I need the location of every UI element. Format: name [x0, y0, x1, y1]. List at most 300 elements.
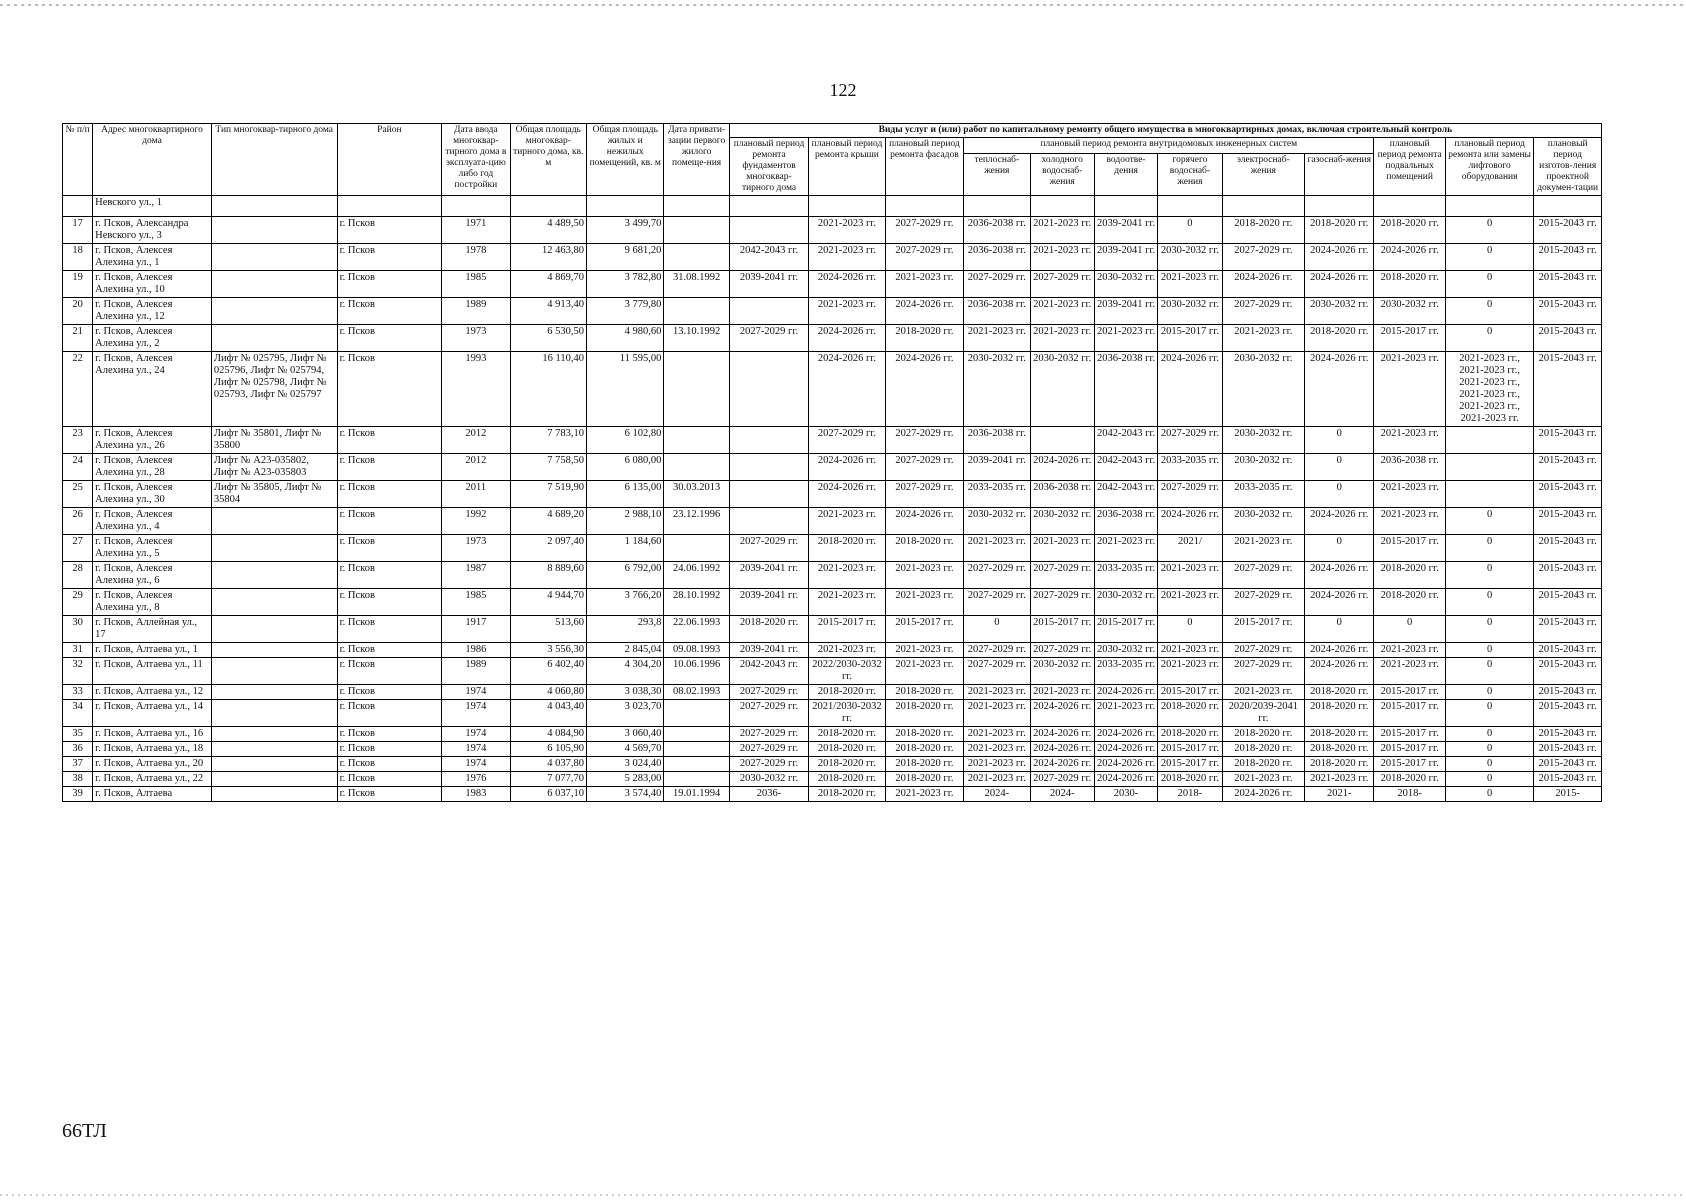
row-cold-water: 2021-2023 гг. [1030, 244, 1094, 271]
row-year: 1971 [442, 217, 510, 244]
row-gas: 2018-2020 гг. [1305, 325, 1374, 352]
row-heat: 2021-2023 гг. [964, 727, 1030, 742]
row-year: 1993 [442, 352, 510, 427]
header-num: № п/п [63, 124, 93, 196]
table-row [63, 217, 1602, 244]
row-total-area: 4 913,40 [510, 298, 586, 325]
row-address: г. Псков, Алексея Алехина ул., 10 [93, 271, 212, 298]
row-number: 17 [63, 217, 93, 244]
row-year: 1985 [442, 271, 510, 298]
row-design: 2015-2043 гг. [1534, 757, 1602, 772]
row-elevator: 0 [1445, 757, 1534, 772]
row-sewer: 2024-2026 гг. [1094, 757, 1157, 772]
row-electric: 2030-2032 гг. [1222, 427, 1304, 454]
row-roof: 2021-2023 гг. [809, 244, 885, 271]
row-roof: 2021-2023 гг. [809, 217, 885, 244]
row-hot-water: 2024-2026 гг. [1158, 352, 1222, 427]
row-type [211, 616, 337, 643]
row-living-area: 2 988,10 [586, 508, 663, 535]
row-design [1534, 196, 1602, 217]
table-row [63, 562, 1602, 589]
row-facade [885, 196, 963, 217]
row-basement: 0 [1374, 616, 1445, 643]
row-sewer: 2030- [1094, 787, 1157, 802]
row-address: г. Псков, Алексея Алехина ул., 26 [93, 427, 212, 454]
row-roof: 2018-2020 гг. [809, 685, 885, 700]
row-design: 2015-2043 гг. [1534, 772, 1602, 787]
row-basement: 2021-2023 гг. [1374, 481, 1445, 508]
row-cold-water: 2024- [1030, 787, 1094, 802]
row-sewer: 2030-2032 гг. [1094, 271, 1157, 298]
table-row [63, 616, 1602, 643]
row-living-area [586, 196, 663, 217]
row-district: г. Псков [337, 589, 442, 616]
row-total-area: 513,60 [510, 616, 586, 643]
row-basement: 2018-2020 гг. [1374, 589, 1445, 616]
header-heat: теплоснаб-жения [964, 154, 1030, 196]
row-basement: 2021-2023 гг. [1374, 643, 1445, 658]
row-roof: 2021-2023 гг. [809, 562, 885, 589]
row-hot-water: 2015-2017 гг. [1158, 685, 1222, 700]
row-number: 35 [63, 727, 93, 742]
row-basement: 2018-2020 гг. [1374, 562, 1445, 589]
row-facade: 2018-2020 гг. [885, 757, 963, 772]
row-facade: 2018-2020 гг. [885, 772, 963, 787]
row-elevator: 0 [1445, 727, 1534, 742]
header-facade: плановый период ремонта фасадов [885, 138, 963, 196]
row-sewer: 2024-2026 гг. [1094, 685, 1157, 700]
row-living-area: 2 845,04 [586, 643, 663, 658]
row-elevator: 0 [1445, 508, 1534, 535]
table-row [63, 508, 1602, 535]
row-heat: 2027-2029 гг. [964, 562, 1030, 589]
row-type [211, 700, 337, 727]
row-design: 2015-2043 гг. [1534, 454, 1602, 481]
row-sewer: 2030-2032 гг. [1094, 589, 1157, 616]
row-facade: 2015-2017 гг. [885, 616, 963, 643]
row-address: г. Псков, Алексея Алехина ул., 30 [93, 481, 212, 508]
row-sewer: 2042-2043 гг. [1094, 427, 1157, 454]
row-total-area: 4 489,50 [510, 217, 586, 244]
row-hot-water: 2021-2023 гг. [1158, 562, 1222, 589]
row-cold-water: 2030-2032 гг. [1030, 508, 1094, 535]
row-foundation: 2018-2020 гг. [729, 616, 808, 643]
row-cold-water [1030, 196, 1094, 217]
row-year: 1974 [442, 727, 510, 742]
table-row [63, 589, 1602, 616]
row-sewer: 2039-2041 гг. [1094, 217, 1157, 244]
row-year: 2011 [442, 481, 510, 508]
row-privatization [664, 727, 729, 742]
header-design: плановый период изготов-ления проектной докумен-тации [1534, 138, 1602, 196]
row-design: 2015-2043 гг. [1534, 742, 1602, 757]
row-living-area: 1 184,60 [586, 535, 663, 562]
row-total-area: 7 519,90 [510, 481, 586, 508]
row-basement: 2015-2017 гг. [1374, 685, 1445, 700]
row-number: 37 [63, 757, 93, 772]
row-gas [1305, 196, 1374, 217]
table-row [63, 742, 1602, 757]
row-gas: 2018-2020 гг. [1305, 685, 1374, 700]
row-district: г. Псков [337, 658, 442, 685]
row-facade: 2024-2026 гг. [885, 508, 963, 535]
row-design: 2015-2043 гг. [1534, 325, 1602, 352]
row-year: 1973 [442, 325, 510, 352]
row-heat: 2024- [964, 787, 1030, 802]
table-row [63, 271, 1602, 298]
row-basement: 2021-2023 гг. [1374, 427, 1445, 454]
row-number: 31 [63, 643, 93, 658]
row-basement: 2030-2032 гг. [1374, 298, 1445, 325]
row-total-area: 4 944,70 [510, 589, 586, 616]
row-basement: 2021-2023 гг. [1374, 352, 1445, 427]
row-gas: 0 [1305, 481, 1374, 508]
row-living-area: 293,8 [586, 616, 663, 643]
row-electric: 2020/2039-2041 гг. [1222, 700, 1304, 727]
row-privatization: 13.10.1992 [664, 325, 729, 352]
row-electric: 2027-2029 гг. [1222, 643, 1304, 658]
row-foundation [729, 352, 808, 427]
row-heat: 2021-2023 гг. [964, 685, 1030, 700]
row-year: 1973 [442, 535, 510, 562]
header-electric: электроснаб-жения [1222, 154, 1304, 196]
table-row [63, 727, 1602, 742]
row-facade: 2027-2029 гг. [885, 427, 963, 454]
row-living-area: 3 060,40 [586, 727, 663, 742]
row-basement: 2036-2038 гг. [1374, 454, 1445, 481]
row-gas: 2024-2026 гг. [1305, 562, 1374, 589]
row-type [211, 685, 337, 700]
row-heat: 2030-2032 гг. [964, 352, 1030, 427]
row-total-area: 6 402,40 [510, 658, 586, 685]
header-privatization: Дата привати-зации первого жилого помеще-ния [664, 124, 729, 196]
row-number: 18 [63, 244, 93, 271]
table-row [63, 196, 1602, 217]
header-hot-water: горячего водоснаб-жения [1158, 154, 1222, 196]
row-basement: 2021-2023 гг. [1374, 508, 1445, 535]
row-gas: 0 [1305, 535, 1374, 562]
row-district: г. Псков [337, 481, 442, 508]
header-address: Адрес многоквартирного дома [93, 124, 212, 196]
row-total-area: 3 556,30 [510, 643, 586, 658]
row-total-area: 6 530,50 [510, 325, 586, 352]
row-gas: 0 [1305, 427, 1374, 454]
table-row [63, 298, 1602, 325]
row-type [211, 535, 337, 562]
row-gas: 0 [1305, 616, 1374, 643]
table-row [63, 352, 1602, 427]
table-row [63, 325, 1602, 352]
row-privatization: 31.08.1992 [664, 271, 729, 298]
row-type: Лифт № 35805, Лифт № 35804 [211, 481, 337, 508]
row-sewer: 2042-2043 гг. [1094, 454, 1157, 481]
row-cold-water: 2015-2017 гг. [1030, 616, 1094, 643]
header-works-super: Виды услуг и (или) работ по капитальному ремонту общего имущества в многоквартирных домах, включая строительный контроль [729, 124, 1601, 138]
row-basement: 2018-2020 гг. [1374, 772, 1445, 787]
row-hot-water: 2021-2023 гг. [1158, 643, 1222, 658]
row-cold-water: 2024-2026 гг. [1030, 727, 1094, 742]
row-roof: 2024-2026 гг. [809, 352, 885, 427]
row-hot-water: 0 [1158, 616, 1222, 643]
table-row [63, 481, 1602, 508]
row-address: г. Псков, Александра Невского ул., 3 [93, 217, 212, 244]
row-number: 39 [63, 787, 93, 802]
row-type [211, 589, 337, 616]
row-privatization [664, 244, 729, 271]
row-living-area: 11 595,00 [586, 352, 663, 427]
row-gas: 2030-2032 гг. [1305, 298, 1374, 325]
row-foundation: 2042-2043 гг. [729, 658, 808, 685]
header-type: Тип многоквар-тирного дома [211, 124, 337, 196]
row-total-area: 7 783,10 [510, 427, 586, 454]
row-address: г. Псков, Алексея Алехина ул., 24 [93, 352, 212, 427]
row-living-area: 3 574,40 [586, 787, 663, 802]
row-basement: 2015-2017 гг. [1374, 325, 1445, 352]
row-privatization: 10.06.1996 [664, 658, 729, 685]
row-type [211, 562, 337, 589]
row-facade: 2024-2026 гг. [885, 298, 963, 325]
row-privatization [664, 772, 729, 787]
row-foundation: 2039-2041 гг. [729, 643, 808, 658]
row-elevator: 0 [1445, 643, 1534, 658]
header-district: Район [337, 124, 442, 196]
row-address: г. Псков, Алтаева ул., 11 [93, 658, 212, 685]
row-district: г. Псков [337, 217, 442, 244]
row-privatization: 23.12.1996 [664, 508, 729, 535]
row-address: г. Псков, Алексея Алехина ул., 12 [93, 298, 212, 325]
row-hot-water: 2018-2020 гг. [1158, 727, 1222, 742]
row-district: г. Псков [337, 742, 442, 757]
row-number: 33 [63, 685, 93, 700]
row-basement: 2015-2017 гг. [1374, 535, 1445, 562]
row-cold-water: 2027-2029 гг. [1030, 772, 1094, 787]
row-sewer: 2021-2023 гг. [1094, 325, 1157, 352]
row-district: г. Псков [337, 616, 442, 643]
row-living-area: 6 135,00 [586, 481, 663, 508]
row-cold-water: 2021-2023 гг. [1030, 298, 1094, 325]
row-number: 32 [63, 658, 93, 685]
header-cold-water: холодного водоснаб-жения [1030, 154, 1094, 196]
row-total-area: 4 043,40 [510, 700, 586, 727]
row-hot-water [1158, 196, 1222, 217]
row-electric: 2021-2023 гг. [1222, 685, 1304, 700]
header-living-area: Общая площадь жилых и нежилых помещений, кв. м [586, 124, 663, 196]
row-type [211, 217, 337, 244]
row-year: 1974 [442, 742, 510, 757]
row-foundation: 2027-2029 гг. [729, 700, 808, 727]
row-district: г. Псков [337, 325, 442, 352]
row-type [211, 271, 337, 298]
row-electric: 2027-2029 гг. [1222, 589, 1304, 616]
row-roof: 2018-2020 гг. [809, 727, 885, 742]
row-privatization [664, 454, 729, 481]
row-privatization: 30.03.2013 [664, 481, 729, 508]
row-foundation: 2027-2029 гг. [729, 535, 808, 562]
row-cold-water: 2021-2023 гг. [1030, 217, 1094, 244]
table-row [63, 427, 1602, 454]
row-privatization [664, 196, 729, 217]
row-electric: 2015-2017 гг. [1222, 616, 1304, 643]
row-cold-water: 2027-2029 гг. [1030, 589, 1094, 616]
table-row [63, 454, 1602, 481]
row-sewer: 2036-2038 гг. [1094, 508, 1157, 535]
header-roof: плановый период ремонта крыши [809, 138, 885, 196]
row-address: г. Псков, Алексея Алехина ул., 5 [93, 535, 212, 562]
row-sewer: 2033-2035 гг. [1094, 658, 1157, 685]
row-electric: 2030-2032 гг. [1222, 454, 1304, 481]
row-living-area: 3 766,20 [586, 589, 663, 616]
row-basement: 2024-2026 гг. [1374, 244, 1445, 271]
row-roof: 2027-2029 гг. [809, 427, 885, 454]
row-electric: 2024-2026 гг. [1222, 271, 1304, 298]
row-privatization: 22.06.1993 [664, 616, 729, 643]
row-total-area: 4 037,80 [510, 757, 586, 772]
row-design: 2015-2043 гг. [1534, 658, 1602, 685]
row-facade: 2018-2020 гг. [885, 325, 963, 352]
table-row [63, 772, 1602, 787]
row-sewer: 2033-2035 гг. [1094, 562, 1157, 589]
row-total-area: 12 463,80 [510, 244, 586, 271]
header-systems-super: плановый период ремонта внутридомовых инженерных систем [964, 138, 1374, 154]
row-roof: 2024-2026 гг. [809, 271, 885, 298]
row-foundation: 2027-2029 гг. [729, 757, 808, 772]
row-foundation: 2030-2032 гг. [729, 772, 808, 787]
row-facade: 2027-2029 гг. [885, 454, 963, 481]
row-hot-water: 2021/ [1158, 535, 1222, 562]
row-privatization [664, 352, 729, 427]
row-sewer: 2021-2023 гг. [1094, 535, 1157, 562]
row-sewer [1094, 196, 1157, 217]
table-body [63, 196, 1602, 802]
row-facade: 2027-2029 гг. [885, 217, 963, 244]
row-district: г. Псков [337, 535, 442, 562]
row-privatization: 08.02.1993 [664, 685, 729, 700]
row-heat: 2027-2029 гг. [964, 643, 1030, 658]
row-foundation: 2027-2029 гг. [729, 325, 808, 352]
row-district: г. Псков [337, 352, 442, 427]
row-elevator: 0 [1445, 700, 1534, 727]
row-foundation: 2039-2041 гг. [729, 271, 808, 298]
row-year: 1978 [442, 244, 510, 271]
row-hot-water: 2015-2017 гг. [1158, 757, 1222, 772]
row-foundation [729, 196, 808, 217]
row-privatization [664, 298, 729, 325]
row-roof: 2018-2020 гг. [809, 535, 885, 562]
row-basement [1374, 196, 1445, 217]
row-design: 2015-2043 гг. [1534, 685, 1602, 700]
capital-repair-table-wrapper [62, 123, 1602, 802]
row-foundation [729, 508, 808, 535]
row-elevator: 0 [1445, 787, 1534, 802]
table-row [63, 757, 1602, 772]
row-heat: 2021-2023 гг. [964, 535, 1030, 562]
row-hot-water: 2018-2020 гг. [1158, 700, 1222, 727]
row-hot-water: 0 [1158, 217, 1222, 244]
row-address: г. Псков, Алтаева ул., 22 [93, 772, 212, 787]
row-facade: 2018-2020 гг. [885, 727, 963, 742]
row-roof: 2018-2020 гг. [809, 772, 885, 787]
row-elevator: 0 [1445, 742, 1534, 757]
row-foundation [729, 217, 808, 244]
row-address: Невского ул., 1 [93, 196, 212, 217]
row-number: 28 [63, 562, 93, 589]
row-cold-water: 2036-2038 гг. [1030, 481, 1094, 508]
row-hot-water: 2018- [1158, 787, 1222, 802]
row-year: 1974 [442, 757, 510, 772]
row-electric: 2021-2023 гг. [1222, 325, 1304, 352]
row-basement: 2015-2017 гг. [1374, 727, 1445, 742]
row-living-area: 4 980,60 [586, 325, 663, 352]
row-heat: 2021-2023 гг. [964, 700, 1030, 727]
row-elevator: 0 [1445, 616, 1534, 643]
row-design: 2015-2043 гг. [1534, 352, 1602, 427]
row-total-area: 6 037,10 [510, 787, 586, 802]
row-roof: 2018-2020 гг. [809, 757, 885, 772]
row-design: 2015-2043 гг. [1534, 589, 1602, 616]
row-heat: 2039-2041 гг. [964, 454, 1030, 481]
row-cold-water: 2024-2026 гг. [1030, 700, 1094, 727]
row-address: г. Псков, Алтаева ул., 1 [93, 643, 212, 658]
row-address: г. Псков, Алтаева ул., 16 [93, 727, 212, 742]
header-basement: плановый период ремонта подвальных помещений [1374, 138, 1445, 196]
row-type [211, 643, 337, 658]
row-privatization [664, 757, 729, 772]
row-electric: 2024-2026 гг. [1222, 787, 1304, 802]
row-cold-water: 2030-2032 гг. [1030, 352, 1094, 427]
row-type: Лифт № 025795, Лифт № 025796, Лифт № 025794, Лифт № 025798, Лифт № 025793, Лифт № 025797 [211, 352, 337, 427]
table-row [63, 685, 1602, 700]
row-sewer: 2039-2041 гг. [1094, 244, 1157, 271]
row-roof: 2021-2023 гг. [809, 643, 885, 658]
row-heat: 2027-2029 гг. [964, 271, 1030, 298]
row-gas: 2024-2026 гг. [1305, 589, 1374, 616]
row-address: г. Псков, Алтаева ул., 14 [93, 700, 212, 727]
row-roof: 2021-2023 гг. [809, 589, 885, 616]
row-gas: 2024-2026 гг. [1305, 658, 1374, 685]
row-type [211, 196, 337, 217]
header-foundation: плановый период ремонта фундаментов многоквар-тирного дома [729, 138, 808, 196]
row-type [211, 244, 337, 271]
row-type [211, 757, 337, 772]
row-cold-water: 2030-2032 гг. [1030, 658, 1094, 685]
row-cold-water [1030, 427, 1094, 454]
row-elevator [1445, 454, 1534, 481]
row-foundation [729, 481, 808, 508]
row-sewer: 2021-2023 гг. [1094, 700, 1157, 727]
row-hot-water: 2021-2023 гг. [1158, 271, 1222, 298]
row-district: г. Псков [337, 685, 442, 700]
row-heat [964, 196, 1030, 217]
row-hot-water: 2024-2026 гг. [1158, 508, 1222, 535]
row-district: г. Псков [337, 727, 442, 742]
row-address: г. Псков, Алтаева ул., 18 [93, 742, 212, 757]
row-roof: 2018-2020 гг. [809, 742, 885, 757]
row-design: 2015-2043 гг. [1534, 298, 1602, 325]
row-total-area: 2 097,40 [510, 535, 586, 562]
row-facade: 2021-2023 гг. [885, 658, 963, 685]
row-design: 2015-2043 гг. [1534, 217, 1602, 244]
row-privatization: 24.06.1992 [664, 562, 729, 589]
row-privatization: 19.01.1994 [664, 787, 729, 802]
row-elevator: 0 [1445, 535, 1534, 562]
row-elevator: 0 [1445, 271, 1534, 298]
row-basement: 2015-2017 гг. [1374, 742, 1445, 757]
row-design: 2015-2043 гг. [1534, 616, 1602, 643]
row-living-area: 4 569,70 [586, 742, 663, 757]
row-hot-water: 2018-2020 гг. [1158, 772, 1222, 787]
row-elevator: 0 [1445, 562, 1534, 589]
row-basement: 2021-2023 гг. [1374, 658, 1445, 685]
